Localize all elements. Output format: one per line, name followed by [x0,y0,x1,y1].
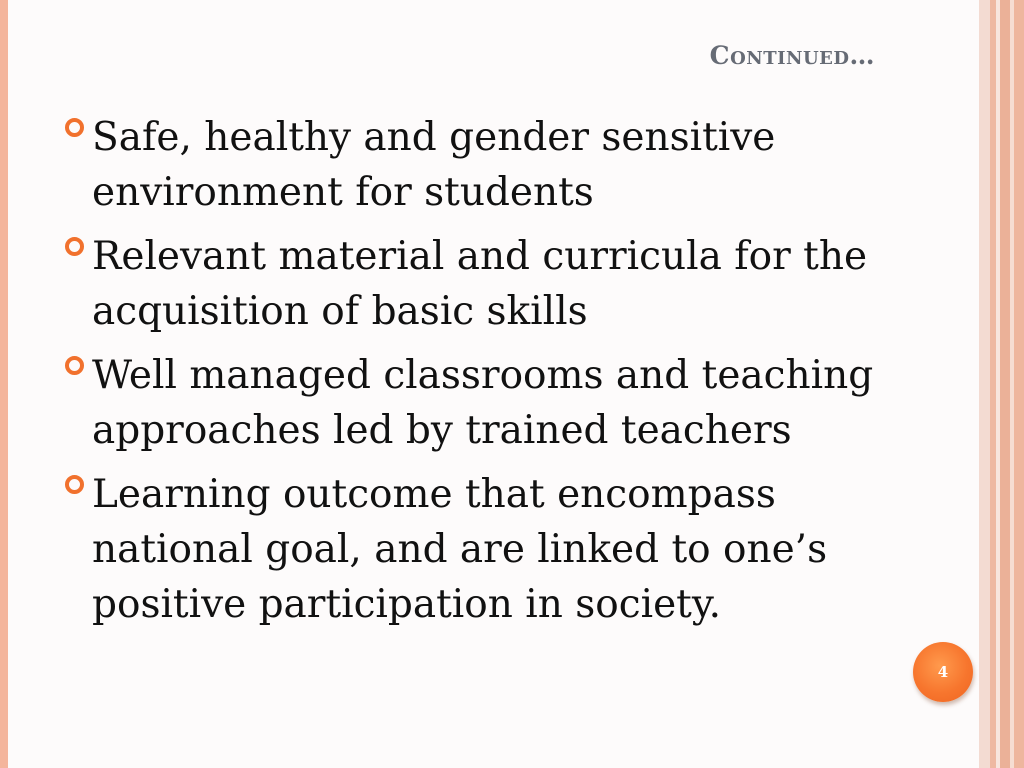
bullet-text: Well managed classrooms and teaching approaches led by trained teachers [92,353,874,453]
left-border-stripe [0,0,8,768]
bullet-text: Learning outcome that encompass national goal, and are linked to one’s positive participation in society. [92,472,828,627]
right-border-band [1014,0,1024,768]
bullet-item [58,467,888,632]
bullet-item [58,348,888,458]
bullet-text: Relevant material and curricula for the acquisition of basic skills [92,234,868,334]
bullet-list [58,110,888,641]
slide-title: Continued… [709,41,875,70]
ring-bullet-icon [65,475,84,494]
page-number-badge [913,642,973,702]
page-number: 4 [937,663,949,681]
ring-bullet-icon [65,118,84,137]
ring-bullet-icon [65,356,84,375]
right-border-band [1000,0,1010,768]
bullet-item [58,110,888,220]
bullet-item [58,229,888,339]
right-border-band [979,0,990,768]
bullet-text: Safe, healthy and gender sensitive environment for students [92,115,776,215]
ring-bullet-icon [65,237,84,256]
